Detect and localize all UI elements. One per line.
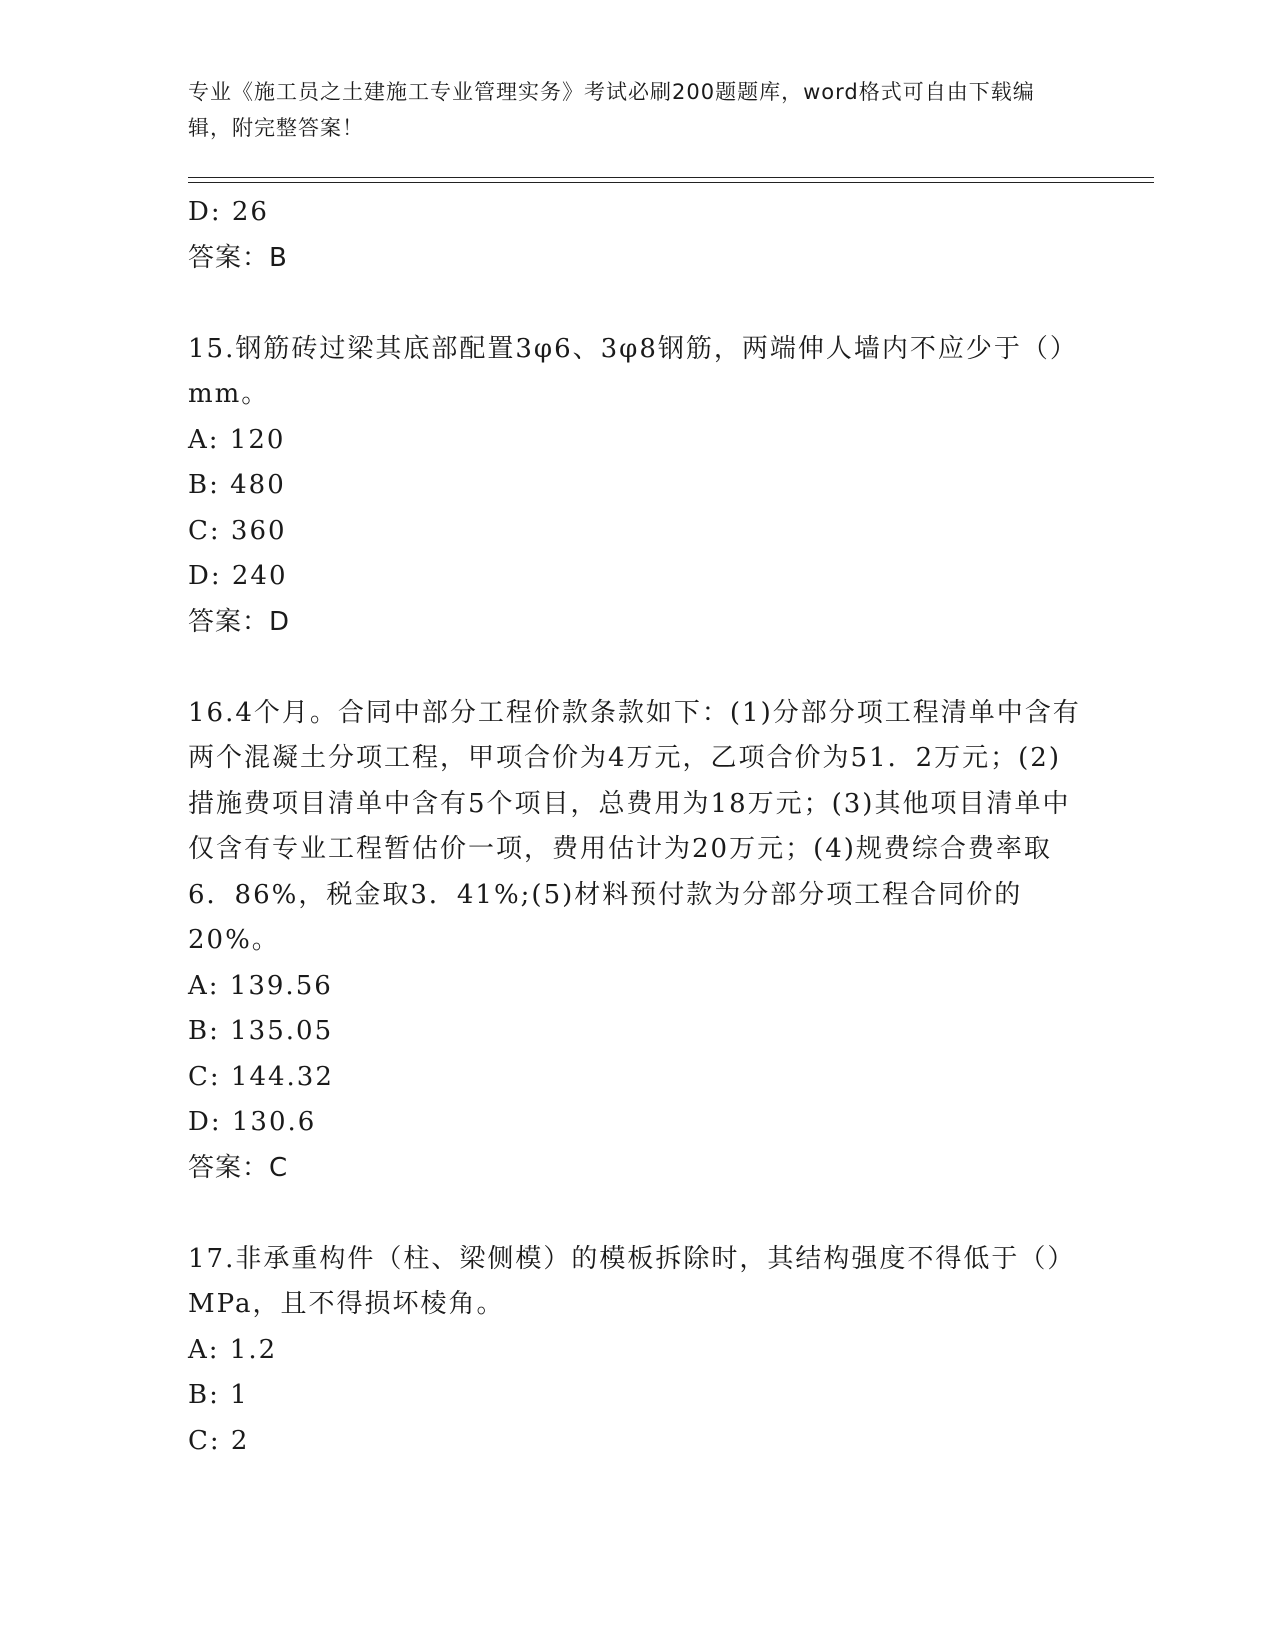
prev-answer: 答案：B	[188, 242, 288, 273]
q16-option-d: D: 130.6	[188, 1107, 317, 1137]
header-rule-bottom	[188, 182, 1154, 183]
q16-option-c: C: 144.32	[188, 1061, 334, 1092]
document-body	[188, 190, 1088, 1464]
q17-option-c: C: 2	[188, 1425, 250, 1456]
q16-option-b: B: 135.05	[188, 1016, 334, 1046]
question-17: 17.非承重构件（柱、梁侧模）的模板拆除时，其结构强度不得低于（）MPa，且不得损坏棱角。	[188, 1243, 1076, 1319]
spacer	[188, 645, 1088, 691]
document-header	[188, 74, 1068, 146]
q16-option-a: A: 139.56	[188, 970, 333, 1001]
question-15: 15.钢筋砖过梁其底部配置3φ6、3φ8钢筋，两端伸人墙内不应少于（）mm。	[188, 333, 1078, 409]
q17-option-a: A: 1.2	[188, 1334, 278, 1365]
prev-option-d: D: 26	[188, 197, 269, 227]
q15-option-a: A: 120	[188, 424, 286, 455]
spacer	[188, 1191, 1088, 1237]
spacer	[188, 281, 1088, 327]
q16-answer: 答案：C	[188, 1152, 289, 1183]
q15-option-b: B: 480	[188, 470, 286, 500]
question-16: 16.4个月。合同中部分工程价款条款如下：(1)分部分项工程清单中含有两个混凝土分项工程，甲项合价为4万元，乙项合价为51．2万元；(2)措施费项目清单中含有5个项目，总费用为18万元；(3)其他项目清单中仅含有专业工程暂估价一项，费用估计为20万元；(4)规费综合费率取6．86%，税金取3．41%;(5)材料预付款为分部分项工程合同价的20%。	[188, 697, 1081, 955]
header-rule-top	[188, 177, 1154, 178]
q15-option-c: C: 360	[188, 515, 287, 546]
q17-option-b: B: 1	[188, 1380, 249, 1410]
header-text: 专业《施工员之土建施工专业管理实务》考试必刷200题题库，word格式可自由下载编辑，附完整答案！	[188, 80, 1035, 140]
q15-answer: 答案：D	[188, 606, 291, 637]
q15-option-d: D: 240	[188, 561, 288, 591]
